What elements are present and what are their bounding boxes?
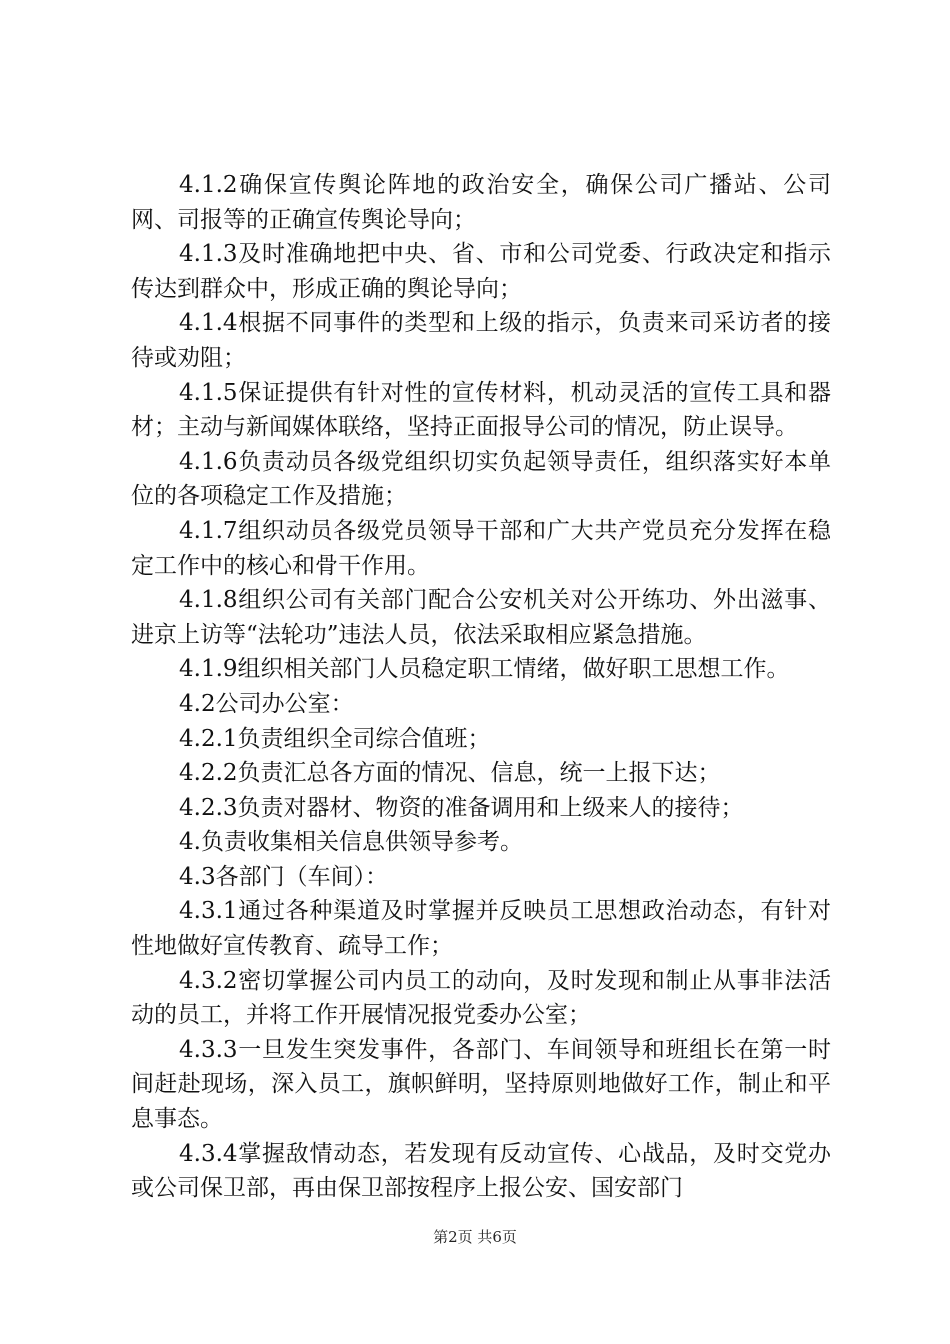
paragraph: 4.1.4根据不同事件的类型和上级的指示，负责来司采访者的接待或劝阻； <box>131 310 831 371</box>
paragraph: 4.2.2负责汇总各方面的情况、信息，统一上报下达； <box>179 760 721 787</box>
section-heading: 4.2公司办公室： <box>179 690 354 717</box>
paragraph: 4.1.5保证提供有针对性的宣传材料，机动灵活的宣传工具和器材；主动与新闻媒体联络，坚持正面报导公司的情况，防止误导。 <box>131 379 831 441</box>
paragraph: 4.1.7组织动员各级党员领导干部和广大共产党员充分发挥在稳定工作中的核心和骨干作用。 <box>131 517 831 579</box>
paragraph: 4.3.1通过各种渠道及时掌握并反映员工思想政治动态，有针对性地做好宣传教育、疏导工作； <box>131 898 831 960</box>
paragraph: 4.2.1负责组织全司综合值班； <box>179 725 491 752</box>
paragraph: 4.3.3一旦发生突发事件，各部门、车间领导和班组长在第一时间赶赴现场，深入员工，旗帜鲜明，坚持原则地做好工作，制止和平息事态。 <box>131 1036 831 1133</box>
paragraph: 4.2.3负责对器材、物资的准备调用和上级来人的接待； <box>179 794 744 821</box>
paragraph: 4.3.2密切掌握公司内员工的动向，及时发现和制止从事非法活动的员工，并将工作开展情况报党委办公室； <box>131 967 831 1029</box>
paragraph: 4.1.3及时准确地把中央、省、市和公司党委、行政决定和指示传达到群众中，形成正确的舆论导向； <box>131 241 831 302</box>
section-heading: 4.3各部门（车间）： <box>179 863 389 890</box>
paragraph: 4.1.6负责动员各级党组织切实负起领导责任，组织落实好本单位的各项稳定工作及措施； <box>131 448 831 510</box>
paragraph: 4.1.2确保宣传舆论阵地的政治安全，确保公司广播站、公司网、司报等的正确宣传舆论导向； <box>131 172 831 233</box>
paragraph: 4.3.4掌握敌情动态，若发现有反动宣传、心战品，及时交党办或公司保卫部，再由保卫部按程序上报公安、国安部门 <box>131 1140 831 1202</box>
paragraph: 4.1.9组织相关部门人员稳定职工情绪，做好职工思想工作。 <box>179 656 790 683</box>
paragraph: 4.负责收集相关信息供领导参考。 <box>179 829 523 856</box>
document-body <box>131 168 831 1206</box>
page-number-footer: 第2页 共6页 <box>433 1228 517 1246</box>
paragraph: 4.1.8组织公司有关部门配合公安机关对公开练功、外出滋事、进京上访等“法轮功”违法人员，依法采取相应紧急措施。 <box>131 587 831 648</box>
